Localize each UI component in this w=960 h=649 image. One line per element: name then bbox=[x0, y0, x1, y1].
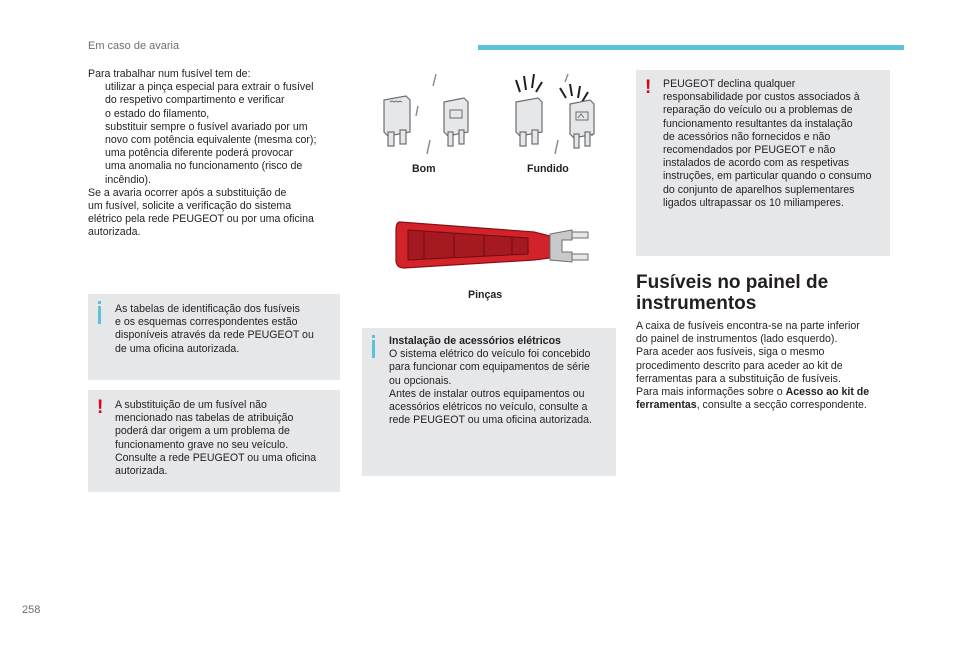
warning-box-liability bbox=[636, 70, 890, 256]
warning-icon: ! bbox=[645, 77, 652, 98]
info-line: acessórios elétricos no veículo, consulte a bbox=[389, 401, 588, 414]
warning-box-unlisted-fuse bbox=[88, 390, 340, 492]
info-line: ou opcionais. bbox=[389, 374, 452, 387]
warning-line: recomendados por PEUGEOT e não bbox=[663, 144, 836, 157]
info-box-title: Instalação de acessórios elétricos bbox=[389, 335, 561, 347]
page-number: 258 bbox=[22, 604, 41, 616]
info-line: O sistema elétrico do veículo foi concebido bbox=[389, 348, 591, 361]
more-info-line: ferramentas, consulte a secção correspondente. bbox=[636, 399, 867, 412]
after-line: um fusível, solicite a verificação do sistema bbox=[88, 200, 292, 213]
info-box-accessories bbox=[362, 328, 616, 476]
bullet-line: novo com potência equivalente (mesma cor); bbox=[105, 134, 317, 147]
warning-line: mencionado nas tabelas de atribuição bbox=[115, 412, 294, 425]
bullet-line: utilizar a pinça especial para extrair o fusível bbox=[105, 81, 314, 94]
bullet-line: do respetivo compartimento e verificar bbox=[105, 94, 285, 107]
warning-line: PEUGEOT declina qualquer bbox=[663, 78, 796, 90]
info-line: e os esquemas correspondentes estão bbox=[115, 316, 298, 329]
info-icon-dot bbox=[98, 301, 101, 304]
after-line: Se a avaria ocorrer após a substituição de bbox=[88, 186, 287, 199]
bullet-icon bbox=[88, 121, 105, 187]
intro-text: Para trabalhar num fusível tem de: bbox=[88, 68, 251, 80]
warning-line: autorizada. bbox=[115, 465, 168, 478]
bullet-line: substituir sempre o fusível avariado por um bbox=[105, 120, 308, 133]
bullet-line: o estado do filamento, bbox=[105, 107, 210, 120]
section-heading-line: Fusíveis no painel de bbox=[636, 272, 829, 293]
info-line: de uma oficina autorizada. bbox=[115, 342, 240, 355]
section-label: Em caso de avaria bbox=[88, 40, 180, 52]
after-line: elétrico pela rede PEUGEOT ou por uma oficina bbox=[88, 213, 314, 226]
body-line: procedimento descrito para aceder ao kit de bbox=[636, 359, 843, 372]
warning-line: funcionamento resultantes da instalação bbox=[663, 117, 853, 130]
bullet-icon bbox=[88, 81, 105, 121]
section-heading-line: instrumentos bbox=[636, 293, 757, 314]
tool-kit-reference[interactable]: ferramentas bbox=[636, 399, 697, 412]
after-line: autorizada. bbox=[88, 226, 141, 239]
fuse-blown-illustration bbox=[508, 72, 600, 160]
info-line: As tabelas de identificação dos fusíveis bbox=[115, 303, 300, 315]
warning-icon: ! bbox=[97, 397, 104, 418]
warning-line: A substituição de um fusível não bbox=[115, 399, 267, 411]
bullet-line: uma anomalia no funcionamento (risco de bbox=[105, 160, 303, 173]
header-rule bbox=[478, 45, 904, 50]
tool-kit-reference[interactable]: Acesso ao kit de bbox=[785, 386, 870, 399]
bullet-item bbox=[88, 81, 340, 121]
bullet-line: uma potência diferente poderá provocar bbox=[105, 147, 293, 160]
body-line: A caixa de fusíveis encontra-se na parte inferior bbox=[636, 320, 860, 332]
body-line: Para aceder aos fusíveis, siga o mesmo bbox=[636, 346, 825, 359]
bullet-line: incêndio). bbox=[105, 173, 151, 186]
warning-line: instruções, em particular quando o consumo bbox=[663, 170, 872, 183]
warning-line: instalados de acordo com as respetivas bbox=[663, 157, 850, 170]
warning-line: poderá dar origem a um problema de bbox=[115, 425, 290, 438]
more-info-line: Para mais informações sobre o Acesso ao kit de bbox=[636, 386, 870, 399]
section-body bbox=[636, 320, 898, 412]
info-line: para funcionar com equipamentos de série bbox=[389, 361, 590, 374]
info-line: disponíveis através da rede PEUGEOT ou bbox=[115, 329, 314, 342]
warning-line: responsabilidade por custos associados à bbox=[663, 91, 860, 104]
fuse-instructions bbox=[88, 68, 340, 240]
warning-line: do conjunto de aparelhos suplementares bbox=[663, 183, 855, 196]
pliers-caption: Pinças bbox=[468, 289, 503, 301]
body-line: do painel de instrumentos (lado esquerdo). bbox=[636, 333, 838, 346]
info-box-tables bbox=[88, 294, 340, 380]
info-icon bbox=[98, 306, 101, 324]
info-icon-dot bbox=[372, 335, 375, 338]
fuse-good-illustration bbox=[378, 72, 470, 160]
warning-line: reparação do veículo ou a problemas de bbox=[663, 104, 853, 117]
info-line: Antes de instalar outros equipamentos ou bbox=[389, 387, 585, 400]
warning-line: Consulte a rede PEUGEOT ou uma oficina bbox=[115, 451, 317, 464]
fuse-blown-caption: Fundido bbox=[527, 163, 569, 175]
bullet-item bbox=[88, 121, 340, 187]
info-line: rede PEUGEOT ou uma oficina autorizada. bbox=[389, 414, 592, 427]
section-heading bbox=[636, 272, 896, 314]
body-line: ferramentas para a substituição de fusíveis. bbox=[636, 372, 841, 385]
fuse-pliers-illustration bbox=[394, 206, 594, 278]
warning-line: de acessórios não fornecidos e não bbox=[663, 130, 831, 143]
warning-line: funcionamento grave no seu veículo. bbox=[115, 438, 289, 451]
fuse-good-caption: Bom bbox=[412, 163, 436, 175]
info-icon bbox=[372, 340, 375, 358]
warning-line: ligados ultrapassar os 10 miliamperes. bbox=[663, 196, 844, 209]
